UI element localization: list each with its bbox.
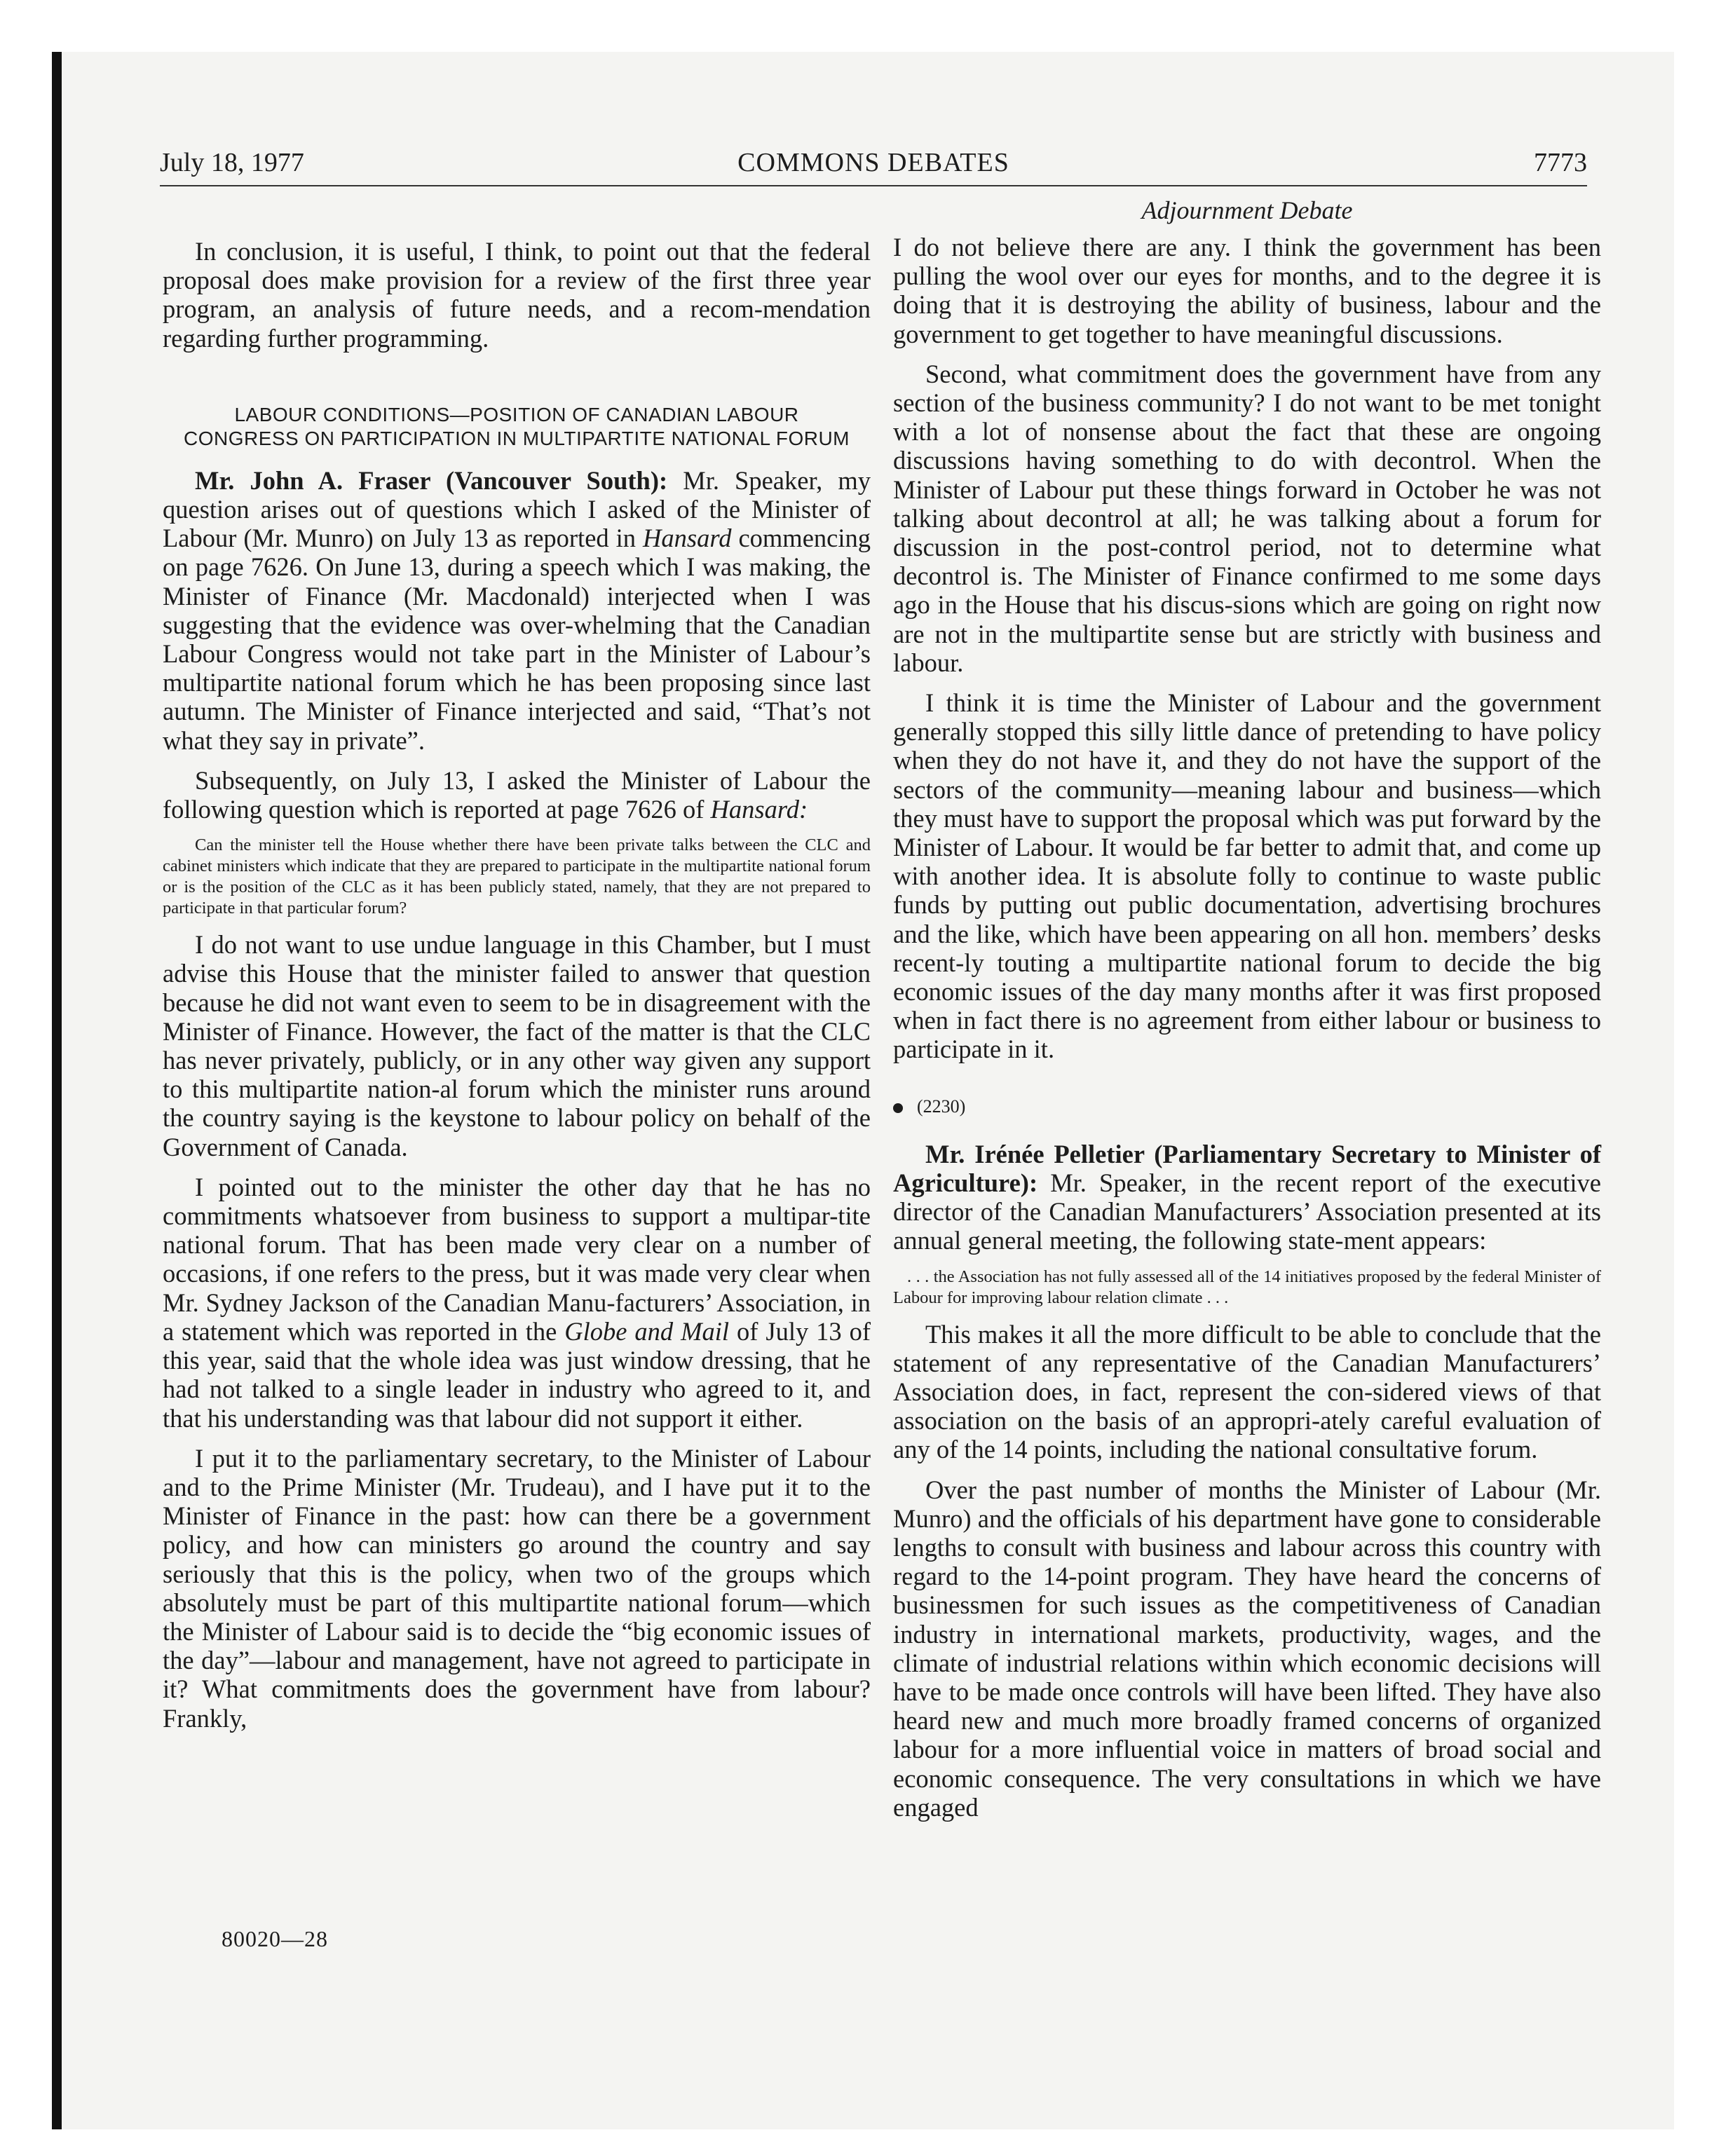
running-head <box>160 143 1587 186</box>
paragraph: Over the past number of months the Minister of Labour (Mr. Munro) and the officials of his department have gone to considerable lengths to consult with business and labour across this country with regard to the 14-point program. They have heard the concerns of businessmen for such issues as the competitiveness of Canadian industry in international markets, productivity, wages, and the climate of industrial relations within which economic decisions will have to be made once controls will have been lifted. They have also heard new and much more broadly framed concerns of organized labour for a more influential voice in matters of broad social and economic consequence. The very consultations in which we have engaged <box>893 1475 1601 1822</box>
paragraph: Mr. Irénée Pelletier (Parliamentary Secretary to Minister of Agriculture): Mr. Speaker, in the recent report of the executive director of the Canadian Manufacturers’ Association presented at its annual general meeting, the following state-ment appears: <box>893 1139 1601 1255</box>
paragraph: I think it is time the Minister of Labour and the government generally stopped this silly little dance of pretending to have policy when they do not have it, and they do not have the support of the sectors of the community—meaning labour and business—which they must have to support the proposal which was put forward by the Minister of Labour. It would be far better to admit that, and come up with another idea. It is absolute folly to continue to waste public funds by putting out public documentation, advertising brochures and the like, which have been appearing on all hon. members’ desks recent-ly touting a multipartite national forum to decide the big economic issues of the day many months after it was first proposed when in fact there is no agreement from either labour or business to participate in it. <box>893 688 1601 1064</box>
publication-title: Hansard <box>643 524 732 553</box>
paragraph: Second, what commitment does the government have from any section of the business community? I do not want to be met tonight with a lot of nonsense about the fact that these are ongoing discussions having something to do with decontrol. When the Minister of Labour put these things forward in October he was not talking about decontrol at all; he was talking about a forum for discussion in the post-control period, not to determine what decontrol is. The Minister of Finance confirmed to me some days ago in the House that his discus-sions which are going on right now are not in the multipartite sense but are strictly with business and labour. <box>893 359 1601 677</box>
paragraph: I put it to the parliamentary secretary, to the Minister of Labour and to the Prime Minister (Mr. Trudeau), and I have put it to the Minister of Finance in the past: how can there be a government policy, and how can ministers go around the country and say seriously that this is the policy, when two of the groups which absolutely must be part of this multipartite national forum—which the Minister of Labour said is to decide the “big economic issues of the day”—labour and management, have not agreed to participate in it? What commitments does the government have from labour? Frankly, <box>163 1443 871 1733</box>
speaker-name: Mr. John A. Fraser (Vancouver South): <box>195 465 668 495</box>
paragraph: This makes it all the more difficult to be able to conclude that the statement of any representative of the Canadian Manufacturers’ Association does, in fact, represent the con-sidered views of that association on the basis of an appropri-ately careful evaluation of any of the 14 points, including the national consultative forum. <box>893 1319 1601 1464</box>
paragraph: I pointed out to the minister the other day that he has no commitments whatsoever from business to support a multipar-tite national forum. That has been made very clear on a number of occasions, if one refers to the press, but it was made very clear when Mr. Sydney Jackson of the Canadian Manu-facturers’ Association, in a statement which was reported in the Globe and Mail of July 13 of this year, said that the whole idea was just window dressing, that he had not talked to a single leader in industry who agreed to it, and that his understanding was that labour did not support it either. <box>163 1172 871 1433</box>
paragraph: I do not believe there are any. I think the government has been pulling the wool over our eyes for months, and to the degree it is doing that it is destroying the ability of business, labour and the government to get together to have meaningful discussions. <box>893 233 1601 348</box>
right-column <box>893 196 1601 1833</box>
speaker-name: Mr. Irénée Pelletier (Parliamentary Secretary to Minister of Agriculture): <box>893 1139 1601 1197</box>
block-quote: . . . the Association has not fully assessed all of the 14 initiatives proposed by the federal Minister of Labour for improving labour relation climate . . . <box>893 1267 1601 1307</box>
section-heading: LABOUR CONDITIONS—POSITION OF CANADIAN LABOUR CONGRESS ON PARTICIPATION IN MULTIPARTITE NATIONAL FORUM <box>183 403 850 449</box>
publication-title: Globe and Mail <box>564 1316 730 1346</box>
paragraph: Mr. John A. Fraser (Vancouver South): Mr. Speaker, my question arises out of questions which I asked of the Minister of Labour (Mr. Munro) on July 13 as reported in Hansard commencing on page 7626. On June 13, during a speech which I was making, the Minister of Finance (Mr. Macdonald) interjected when I was suggesting that the evidence was over-whelming that the Canadian Labour Congress would not take part in the Minister of Labour’s multipartite national forum which he has been proposing since last autumn. The Minister of Finance interjected and said, “That’s not what they say in private”. <box>163 465 871 755</box>
paragraph: Subsequently, on July 13, I asked the Minister of Labour the following question which is reported at page 7626 of Hansard: <box>163 765 871 824</box>
bullet-icon <box>893 1103 903 1113</box>
timestamp: (2230) <box>893 1095 1601 1119</box>
paragraph: In conclusion, it is useful, I think, to point out that the federal proposal does make provision for a review of the first three year program, an analysis of future needs, and a recom-mendation regarding further programming. <box>163 237 871 353</box>
paragraph: I do not want to use undue language in this Chamber, but I must advise this House that the minister failed to answer that question because he did not want even to seem to be in disagreement with the Minister of Finance. However, the fact of the matter is that the CLC has never privately, publicly, or in any other way given any support to this multipartite nation-al forum which the minister runs around the country saying is the keystone to labour policy on behalf of the Government of Canada. <box>163 930 871 1161</box>
footer-code: 80020—28 <box>222 1926 328 1951</box>
scan-edge <box>52 52 62 2129</box>
block-quote: Can the minister tell the House whether there have been private talks between the CLC and cabinet ministers which indicate that they are prepared to participate in the multipartite national forum or is the position of the CLC as it has been publicly stated, namely, that they are not prepared to participate in that particular forum? <box>163 835 871 918</box>
header-journal-title: COMMONS DEBATES <box>737 148 1009 177</box>
left-column <box>163 196 871 1744</box>
header-date: July 18, 1977 <box>160 148 304 177</box>
section-tag: Adjournment Debate <box>1141 196 1353 224</box>
header-page-number: 7773 <box>1534 148 1587 177</box>
publication-title: Hansard: <box>710 795 808 824</box>
